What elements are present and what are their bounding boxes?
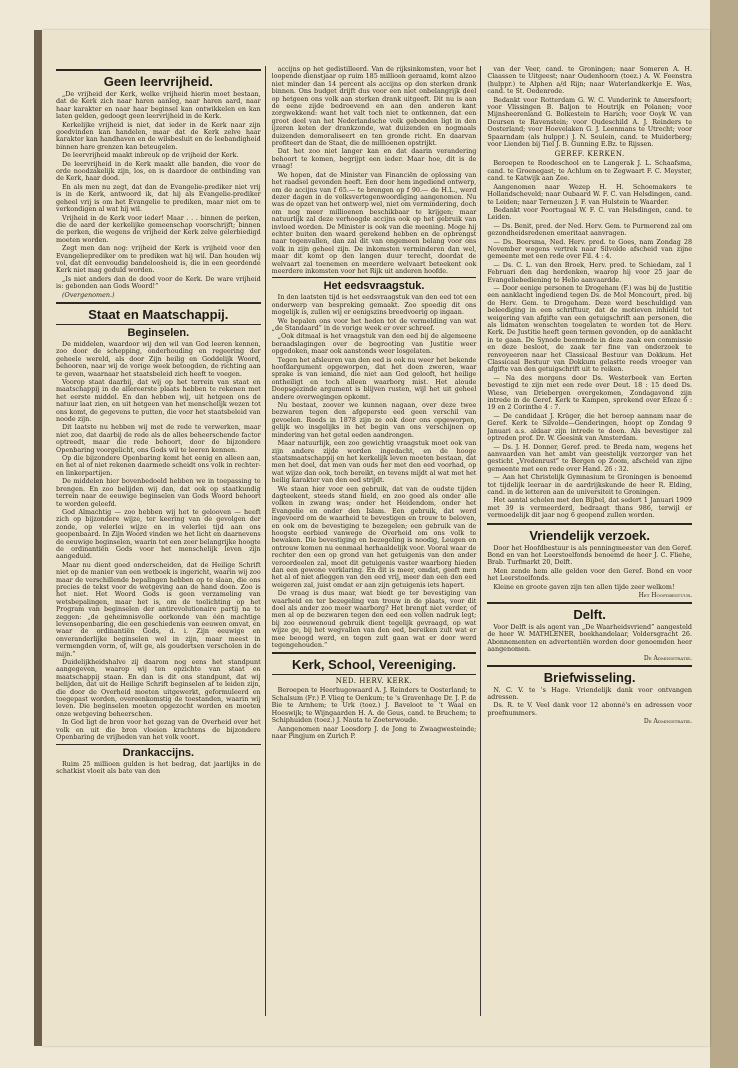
divider (56, 302, 261, 304)
divider (487, 523, 692, 525)
column-2 (272, 66, 482, 1016)
paragraph: We staan hier voor een gebruik, dat van de oudste tijden dagteekent, steeds stand hield, en zoo goed als onder alle volken in zwang was; onder het Heidendom, onder het Evangelie en onder den Islam. Een gebruik, dat werd ingevoerd om de waarheid te bevestigen en trouw te beloven, en ook om de bevestiging te bezegelen; een gebruik van de hoogste eerbied vanwege de Overheid om ons volk te bewaken. Die bevestiging en bezegeling is noodig, Leugen en ontrouw komen nu eenmaal herhaaldelijk voor. Vooral waar de rechter den een op grond van het getuigenis van den ander veroordeelen zal, moet dit getuigenis vaster waarborg hieden dan een gewone verklaring. En dit is meer, omdat, geeft men het al of niet afleggen van den eed vrij, meer dan een den eed weigeren zal, juist omdat er aan zijn getuigenis iets hapert. (271, 484, 477, 589)
paragraph: De middelen hier bovenbedoeld hebben we in toepassing te brengen. En zoo belijden wij dan, dat ook op staatkundig terrein naar de eeuwige beginselen van Gods Woord behoort te worden geleefd. (56, 477, 261, 508)
heading-drank: Drankaccijns. (122, 746, 195, 759)
paragraph: Zegt men dan nog: vrijheid der Kerk is vrijheid voor den Evangelieprediker om te prediken wat hij wil. Dan houden wij vol, dat dit eenvoudig bandeloosheid is, die in een geordende Kerk niet mag geduld worden. (56, 244, 261, 275)
subheading-ned-herv: NED. HERV. KERK. (335, 677, 413, 686)
divider (272, 277, 477, 278)
divider (56, 324, 261, 325)
paragraph: „Is niet anders dan de dood voor de Kerk. De ware vrijheid is: gebonden aan Gods Woord!” (56, 274, 261, 291)
paragraph: — Ds. Boersma, Ned. Herv. pred. te Goes, nam Zondag 28 November wegens vertrek naar Silvolde afscheid van zijne gemeente met een rede over Fil. 4 : 4. (487, 237, 693, 261)
paragraph: — Door eenige personen te Drogeham (F.) was bij de Justitie een aanklacht ingediend tegen Ds. de Mol Moncourt, pred. bij de Herv. Gem. te Drogeham. Deze werd beschuldigd van beleediging in een schriftuur, dat de motieven inhield tot weigering van afgifte van een getuigschrift aan personen, die als lidmaten wenschten toegelaten te worden tot de Herv. Kerk. De Justitie heeft geen termen gevonden, op de aanklacht in te gaan. De Synode beenmede in deze zaak een commissie en deze besloot, de zaak ter fine van onderzoek te renvoyeeren naar het Classicaal Bestuur van Dokkum. Het Classicaal Bestuur van Dokkum gelastte reeds vroeger van afgifte van den getuigschrift uit te reiken. (487, 283, 693, 374)
paragraph: Kerkelijke vrijheid is niet, dat ieder in de Kerk naar zijn goedvinden kan handelen, maar dat de Kerk zelve haar karakter kan handhaven en de wilsbesluit en de leebandigheid binnen hare grenzen kan beteugelen. (56, 120, 261, 151)
paragraph: De leervrijheid maakt inbreuk op de vrijheid der Kerk. (62, 151, 239, 160)
heading-briefwisseling: Briefwisseling. (543, 669, 636, 685)
heading-delft: Delft. (573, 607, 606, 622)
background-strip (710, 0, 738, 1068)
paragraph: Kleine en groote gaven zijn ten allen tijde zeer welkom! (493, 582, 675, 591)
paragraph: Door het Hoofdbestuur is als penningmeester van den Geref. Bond en van het Leerstoelfonds benoemd de heer J. C. Fliehe, Brab. Turfmarkt 20, Delft. (487, 543, 693, 567)
paragraph: „Ook ditmaal is het vraagstuk van den eed bij de algemeene beraadslagingen over de begrooting van Justitie weer opgedoken, maar ook aanstonds weer losgelaten. (271, 332, 477, 356)
paragraph: Voor Delft is als agent van „De Waarheidsvriend” aangesteld de heer W. MATHLENER, boekhandelaar, Voldersgracht 26. Abonnementen en advertentiën worden door genoemden heer aangenomen. (487, 623, 693, 654)
paragraph: God Almachtig — zoo hebben wij het te gelooven — heeft zich op bijzondere wijze, ter keering van de gevolgen der zonde, op velerlei wijze en in velerlei tijd aan ons geopenbaard. In Zijn Woord vinden we het licht en daarnevens de eeuwige beginselen, waarin tot een zeer belangrijke hoogte de ordinantiën Gods voor het menschelijk leven zijn aangeduid. (56, 507, 261, 561)
paragraph: In God ligt de bron voor het gezag van de Overheid over het volk en uit die bron vloeien krachtens de bijzondere Openbaring de vrijheden van het volk voort. (56, 718, 261, 742)
paragraph: In den laatsten tijd is het eedsvraagstuk van den eed tot een onderwerp van bespreking gemaakt. Zoo spoedig dit ons mogelijk is, zullen wij er eenigszins breedvoerig op ingaan. (271, 293, 477, 317)
source-note: (Overgenomen.) (62, 290, 115, 299)
column-3 (487, 66, 696, 1016)
paragraph: Dit laatste nu hebben wij met de rede te verwerken, maar niet zoo, dat daarbij de rede als de alles beheerschende factor optreedt, maar die rede behoort, door de bijzondere Openbaring voorgelicht, ons Gods wil te leeren kennen. (56, 423, 261, 454)
paragraph: Ruim 25 millioen gulden is het bedrag, dat jaarlijks in de schatkist vloeit als bate van den (56, 759, 261, 775)
paragraph: Duidelijkheidshalve zij daarom nog eens het standpunt aangegeven, waarop wij ten opzichte van staat en maatschappij staan. En dan is dit ons standpunt, dat wij belijden, dat uit de Heilige Schrift beginselen af te leiden zijn, die door de Overheid moeten uitgewerkt, geformuleerd en toegepast worden, overeenkomstig de toestanden, waarin wij leven. Die beginselen moeten opgezocht worden en moeten onze wetgeving beheerschen. (56, 658, 261, 718)
divider (272, 652, 477, 654)
heading-staat: Staat en Maatschappij. (88, 306, 229, 322)
divider (56, 69, 261, 71)
paragraph: — De candidaat J. Krüger, die het beroep aannam naar de Geref. Kerk te Silvolde—Genderingen, hoopt op Zondag 9 Januari a.s. aldaar zijn intrede te doen. Als bevestiger zal optreden prof. Dr. W. Geesink van Amsterdam. (487, 411, 693, 443)
heading-beginselen: Beginselen. (127, 326, 190, 339)
paragraph: Op die bijzondere Openbaring komt het eenig en alleen aan, en het al of niet rekenen daarmede scheidt ons volk in rechter- en linkerpartijen. (56, 454, 261, 477)
heading-eedsvraagstuk: Het eedsvraagstuk. (323, 280, 425, 293)
heading-vriendelijk-verzoek: Vriendelijk verzoek. (529, 527, 651, 543)
signature: De Administratie. (643, 718, 693, 726)
paragraph: N. C. V. te 's Hage. Vriendelijk dank voor ontvangen adressen. (487, 685, 693, 702)
heading-leervrijheid: Geen leervrijheid. (103, 74, 213, 89)
divider (56, 744, 261, 745)
divider (487, 665, 692, 667)
signature: De Administratie. (643, 654, 693, 662)
paragraph: Beroepen te Heerhugowaard A. J. Reinders te Oosterland; te Schalsum (Fr.) P. Vlieg te Oenkum; te 's Gravenhage Dr. J. P. de Bie te Arnhem; te Urk (toez.) J. Baveloot te 't Waal en Hoeswijk; te Wijngaarden H. A. de Geus, cand. te Bruchem; te Schiphuiden (toez.) J. Nauta te Zoeterwoude. (271, 686, 477, 725)
paragraph: Aangenomen naar Loosdorp J. de Jong te Zwaagwesteinde; naar Pingjum en Zurich P. (271, 724, 477, 740)
paragraph: En als men nu zegt, dat dan de Evangelie-prediker niet vrij is in de Kerk, antwoord ik, dat hij als Evangelie-prediker geheel vrij is om het Evangelie te prediken, maar niet om te verkondigen al wat hij wil. (56, 182, 261, 214)
subheading-geref: GEREF. KERKEN. (554, 150, 625, 159)
paragraph: Maar nu dient goed onderscheiden, dat de Heilige Schrift niet op de manier van een wetboek is ingericht, waarin wij zoo maar de verschillende bepalingen hebben op te slaan, die ons precies de tekst voor de wetgeving aan de hand doen. Zoo is het niet. Het Woord Gods is geen verzameling van wetsbepalingen, maar het is, om de toelichting op het Program van beginselen der antirevolutionaire partij na te zeggen: „de geheimnisvolle oorkonde van één machtige levensopenbaring, die een geschiedenis van eeuwen omvat, en waar de ordinantiën Gods, d. i. Zijn eeuwige en onveranderlijke beginselen wel in zijn, maar meest in vermengden vorm, of, wilt ge, als goudertsen verscholen in de mijn.” (56, 560, 261, 658)
paragraph: De vraag is dus maar, wat biedt ge ter bevestiging van waarheid en ter bezegeling van trouw in de plaats, voor dit doel als ander zoo meer waarborg? Het brengt niet verder, of men al op de bezwaren tegen den eed een vollen nadruk legt; bij zoo eeuwenoud gebruik dient tegelijk gevraagd, op wat wijze ge, bij het wegvallen van den eed, bereiken zult wat er mee beoogd werd, en tegen zult gaan wat er door werd tegengehouden.” (271, 589, 477, 650)
paragraph: We hopen, dat de Minister van Financiën de oplossing van het raadsel gevonden heeft. Een door hem ingediend ontwerp, om de accijns van f 65.— te brengen op f 90.— de H.L., werd dezer dagen in de volksvertegenwoordiging aangenomen. Nu was de opzet van het ontwerp wel, niet om vermindering, doch om nog meer millioenen beschikbaar te krijgen; maar natuurlijk zal deze verhoogde accijns ook op het gebruik van invloed worden. De Minister is ook van die meening. Moge hij echter buiten den waard gerekend hebben en de opbrengst naar tegenvallen, dan zal dit van ongemeen belang voor ons volk in zijn geheel zijn. De inkomsten verminderen dan wel, maar dit komt op den langen duur terecht, doordat de welvaart zal toenemen en meerdere welvaart beteekent ook meerdere inkomsten voor het Rijk uit anderen hoofde. (271, 170, 477, 275)
paragraph: Dat het zoo niet langer kan en dat daarin verandering behoort te komen, begrijpt een ieder. Maar hoe, dit is de vraag! (271, 147, 477, 171)
divider (487, 602, 692, 604)
paragraph: — Na des morgens door Ds. Westerbeek van Eerten bevestigd te zijn met een rede over Deut. 18 : 15 deed Ds. Wiese, van Driebergen overgekomen, Zondagavond zijn intrede in de Geref. Kerk te Kampen, sprekend over Efeze 6 : 19 en 2 Corinthe 4 : 7. (487, 373, 693, 412)
paragraph: Bedankt voor Rotterdam G. W. C. Vunderink te Amersfoort; voor Vlissingen B. Baljon te Houtrijk en Polanen; voor Mijnsheerenland G. Bolkestein te Harich; voor Ooyk W. van Deursen te Ravenstein; voor Oudeschild A. J. Reinders te Oosterland; voor Hoevelaken G. J. Leenmans te Utrecht; voor Spaarndam (als hulppr.) J. N. Seulein, cand. te Muiderberg; voor Lienden bij Tiel J. B. Gunning E.Bz. te Rijssen. (487, 95, 693, 149)
paragraph: Aangenomen naar Wezep H. H. Schoemakers te Hollandscheveld; naar Oubaard W. F. C. van Helsdingen, cand. te Leiden; naar Terneuzen J. F. van Hulstein te Waarder. (487, 182, 693, 206)
paragraph: Ds. R. te V. Veel dank voor 12 abonné's en adressen voor proefnummers. (487, 701, 693, 717)
paragraph: Vrijheid in de Kerk voor ieder! Maar . . . binnen de perken, die de aard der kerkelijke gemeenschap voorschrijft; binnen de perken, die wegens de vrijheid der Kerk zelve gelerbiedigd moeten worden. (56, 213, 261, 244)
column-1 (56, 66, 266, 1016)
paragraph: Voorop staat daarbij, dat wij op het terrein van staat en maatschappij in de allereerste plaats hebben te rekenen met het eerste middel. En dan hebben wij, uit hetgeen ons de natuur laat zien, en uit hetgeen van het menschelijk wezen tot ons komt, de gegevens te putten, die voor het staatsbeleid van noode zijn. (56, 378, 261, 424)
columns (56, 66, 696, 1016)
paragraph: Beroepen te Roodeschool en te Langerak J. L. Schaafsma, cand. te Groenegast; te Achlum en te Zegwaart F. C. Meyster, cand. te Katwijk aan Zee. (487, 159, 693, 183)
paragraph: — Ds. Benit, pred. der Ned. Herv. Gem. te Purmerend zal om gezondheidsredenen emeritaat aanvragen. (487, 221, 693, 238)
paragraph: Maar natuurlijk, een zoo gewichtig vraagstuk moet ook van zijn andere zijde worden ingedacht, en de hooge staatsmaatschappij en het kerkelijk leven moeten bestaan, dat men het doel, dat men van ouds her met den eed voorhad, op wat wijze dan ook, toch bereikt, en tevens mijdt al wat met het heilig karakter van den eed strijdt. (271, 439, 477, 485)
paragraph: We bepalen ons voor het heden tot de vermelding van wat „de Standaard” in de vorige week er over schreef. (271, 316, 477, 332)
paragraph: Nu bestaat, zoover we kunnen nagaan, over deze twee bezwaren tegen den afgeperste eed geen verschil van gevoelen. Reeds in 1878 zijn ze ook door ons opgeworpen, gelijk wo insgelijks in het begin van ons verschijnen op mindering van het getal eeden aandrongen. (271, 401, 477, 439)
paragraph: Men zende hem alle gelden voor den Geref. Bond en voor het Leerstoelfonds. (487, 566, 693, 583)
paragraph: Het aantal scholen met den Bijbel, dat sedert 1 Januari 1909 met 39 is vermeerderd, bedraagt thans 986, terwijl er vermoedelijk dit jaar nog 6 geopend zullen worden. (487, 496, 693, 520)
paragraph: „De vrijheid der Kerk, welke vrijheid hierin moet bestaan, dat de Kerk zich naar haren aanleg, naar haren aard, naar haar karakter en naar haar beginsel kan ontwikkelen en kan laten gelden, gedoogt geen leervrijheid in de Kerk. (56, 90, 261, 121)
paragraph: De middelen, waardoor wij den wil van God leeren kennen, zoo door de schepping, onderhouding en regeering der geheele wereld, als door Zijn heilig en Goddelijk Woord, behooren, naar wij de vorige week betoogden, de richting aan te geven, waarnaar het staatsbeleid zich heeft te voegen. (56, 339, 261, 378)
paragraph: De leervrijheid in de Kerk maakt alle banden, die voor de orde noodzakelijk zijn, los, en is daardoor de ontbinding van de Kerk, haar dood. (56, 159, 261, 183)
paragraph: — Ds. J. H. Donner, Geref. pred. te Breda nam, wegens het aanvaarden van het ambt van geestelijk verzorger van het gesticht „Vredenrust” te Bergen op Zoom, afscheid van zijne gemeente met een rede over Hand. 26 : 32. (487, 442, 693, 473)
divider (272, 674, 477, 675)
signature: Het Hoofdbestuur. (638, 592, 693, 599)
paragraph: — Aan het Christelijk Gymnasium te Groningen is benoemd tot tijdelijk leeraar in de aardrijkskunde de heer R. Elding, cand. in de letteren aan de universiteit te Groningen. (487, 473, 693, 496)
paragraph: accijns op het gedistilleerd. Van de rijksinkomsten, voor het loopende dienstjaar op ruim 185 millioen geraamd, komt alzoo niet minder dan 14 percent als accijns op den sterken drank binnen. Ons budget drijft dus voor een niet onbelangrijk deel op hetgeen ons volk aan sterken drank uitgeeft. Dit nu is aan de eene zijde bedroevend en aan den anderen kant zorgwekkend: want het valt toch niet te ontkennen, dat een groot deel van het Nederlandsche volk gebonden ligt in den ijzeren keten der drankzonde, wat duizenden en nogmaals duizenden demoraliseert en ten gronde richt. En daarvan profiteert dan de Staat, die de millioenen opstrijkt. (271, 66, 477, 148)
paragraph: Tegen het afsleuren van den eed is ook nu weer het bekende hoofdargument opgeworpen, dat het doen zweren, waar sprake is van iemand, die niet aan God gelooft, het heilige ontheiligt en toch alleen waarborg mist. Het aloude Doopsgezinde argument is blijven rusten, wijl het uit geheel andere overwegingen opkomt. (271, 355, 477, 401)
paragraph: Bedankt voor Poortugaal W. F. C. van Helsdingen, cand. te Leiden. (487, 205, 693, 222)
heading-kerk-school: Kerk, School, Vereeniging. (292, 657, 456, 673)
paragraph: van der Veer, cand. te Groningen; naar Someren A. H. Claassen te Uitgeest; naar Oudenhoorn (toez.) A. W. Feenstra (hulppr.) te Alphen a/d Rijn; naar Waterlandkerkje E. Was, cand. te St. Oedenrode. (487, 66, 693, 96)
paragraph: — Ds. C. L. van den Broek, Herv. pred. te Schiedam, zal 1 Februari den dag herdenken, waarop hij voor 25 jaar de Evangeliebediening te Helio aanvaardde. (487, 260, 693, 284)
